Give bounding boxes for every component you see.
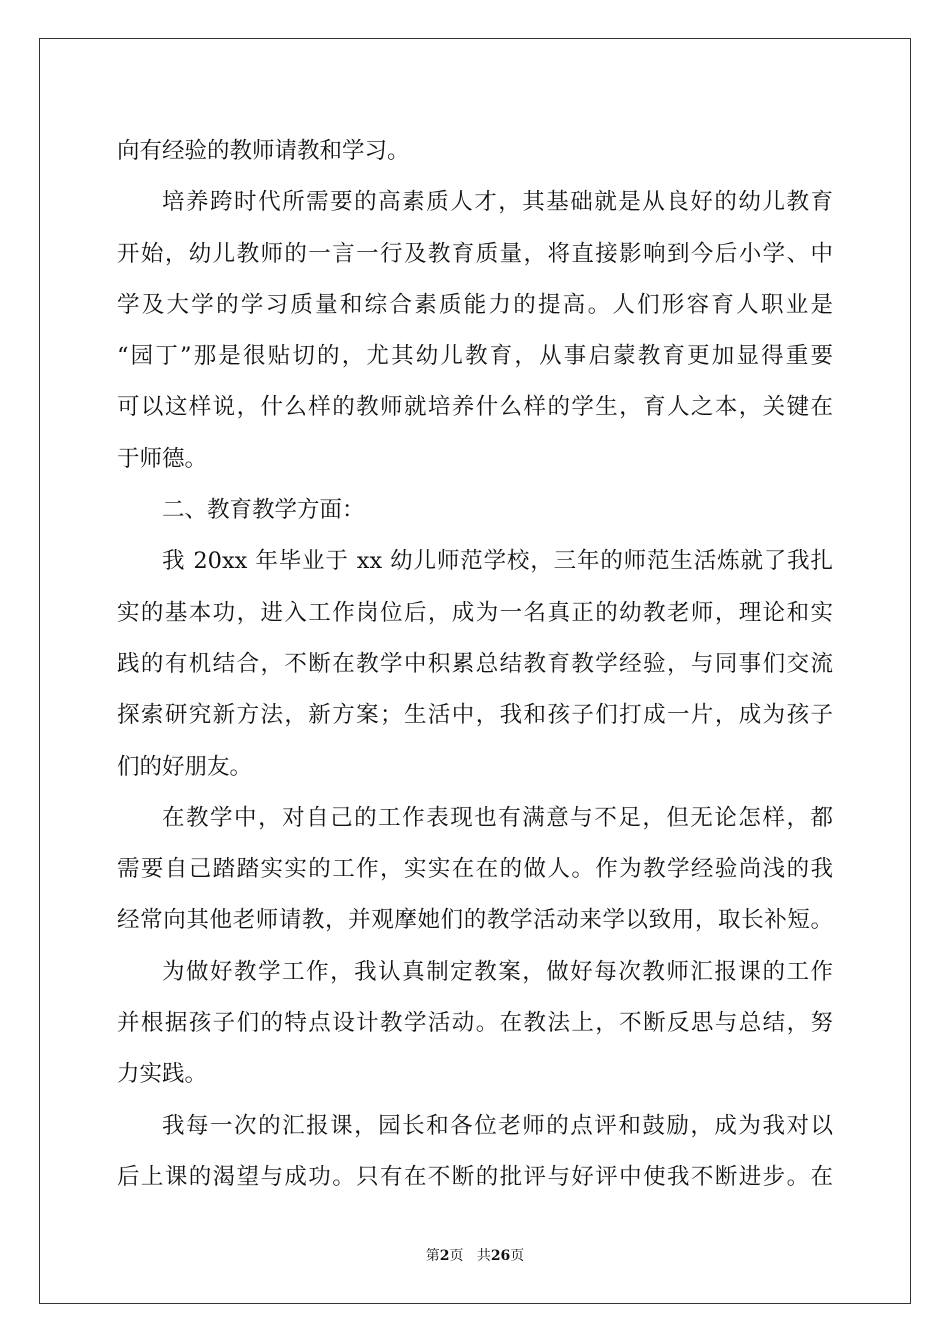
text-line: 于师德。 [117, 445, 208, 472]
text-line: 后上课的渴望与成功。只有在不断的批评与好评中使我不断进步。在 [117, 1163, 833, 1190]
text-line: 经常向其他老师请教，并观摩她们的教学活动来学以致用，取长补短。 [117, 907, 833, 934]
page-footer [0, 1245, 950, 1265]
footer-page-suffix: 页 [449, 1248, 464, 1264]
text-line: 实的基本功，进入工作岗位后，成为一名真正的幼教老师，理论和实 [117, 599, 833, 626]
text-line: 探索研究新方法，新方案；生活中，我和孩子们打成一片，成为孩子 [117, 702, 833, 729]
text-line: 需要自己踏踏实实的工作，实实在在的做人。作为教学经验尚浅的我 [117, 856, 833, 883]
footer-total-prefix: 共 [476, 1248, 491, 1264]
footer-total-suffix: 页 [510, 1248, 525, 1264]
current-page-number: 2 [439, 1248, 450, 1264]
text-line: 践的有机结合，不断在教学中积累总结教育教学经验，与同事们交流 [117, 650, 833, 677]
total-page-count: 26 [490, 1248, 511, 1264]
text-line: 并根据孩子们的特点设计教学活动。在教法上，不断反思与总结，努 [117, 1010, 833, 1037]
text-line: 开始，幼儿教师的一言一行及教育质量，将直接影响到今后小学、中 [117, 240, 833, 267]
text-line: “园丁”那是很贴切的，尤其幼儿教育，从事启蒙教育更加显得重要 [117, 343, 833, 370]
text-line: 我 20xx 年毕业于 xx 幼儿师范学校，三年的师范生活炼就了我扎 [162, 548, 833, 575]
text-line: 力实践。 [117, 1061, 208, 1088]
document-body [117, 126, 833, 1203]
text-line: 向有经验的教师请教和学习。 [117, 138, 410, 164]
text-line: 为做好教学工作，我认真制定教案，做好每次教师汇报课的工作 [162, 958, 833, 985]
text-line: 我每一次的汇报课，园长和各位老师的点评和鼓励，成为我对以 [162, 1112, 833, 1139]
text-line: 在教学中，对自己的工作表现也有满意与不足，但无论怎样，都 [162, 804, 833, 831]
footer-prefix: 第 [425, 1248, 440, 1264]
text-line: 可以这样说，什么样的教师就培养什么样的学生，育人之本，关键在 [117, 394, 833, 421]
text-line: 二、教育教学方面： [162, 497, 365, 524]
text-line: 培养跨时代所需要的高素质人才，其基础就是从良好的幼儿教育 [162, 189, 833, 216]
text-line: 学及大学的学习质量和综合素质能力的提高。人们形容育人职业是 [117, 291, 833, 318]
text-line: 们的好朋友。 [117, 753, 253, 780]
